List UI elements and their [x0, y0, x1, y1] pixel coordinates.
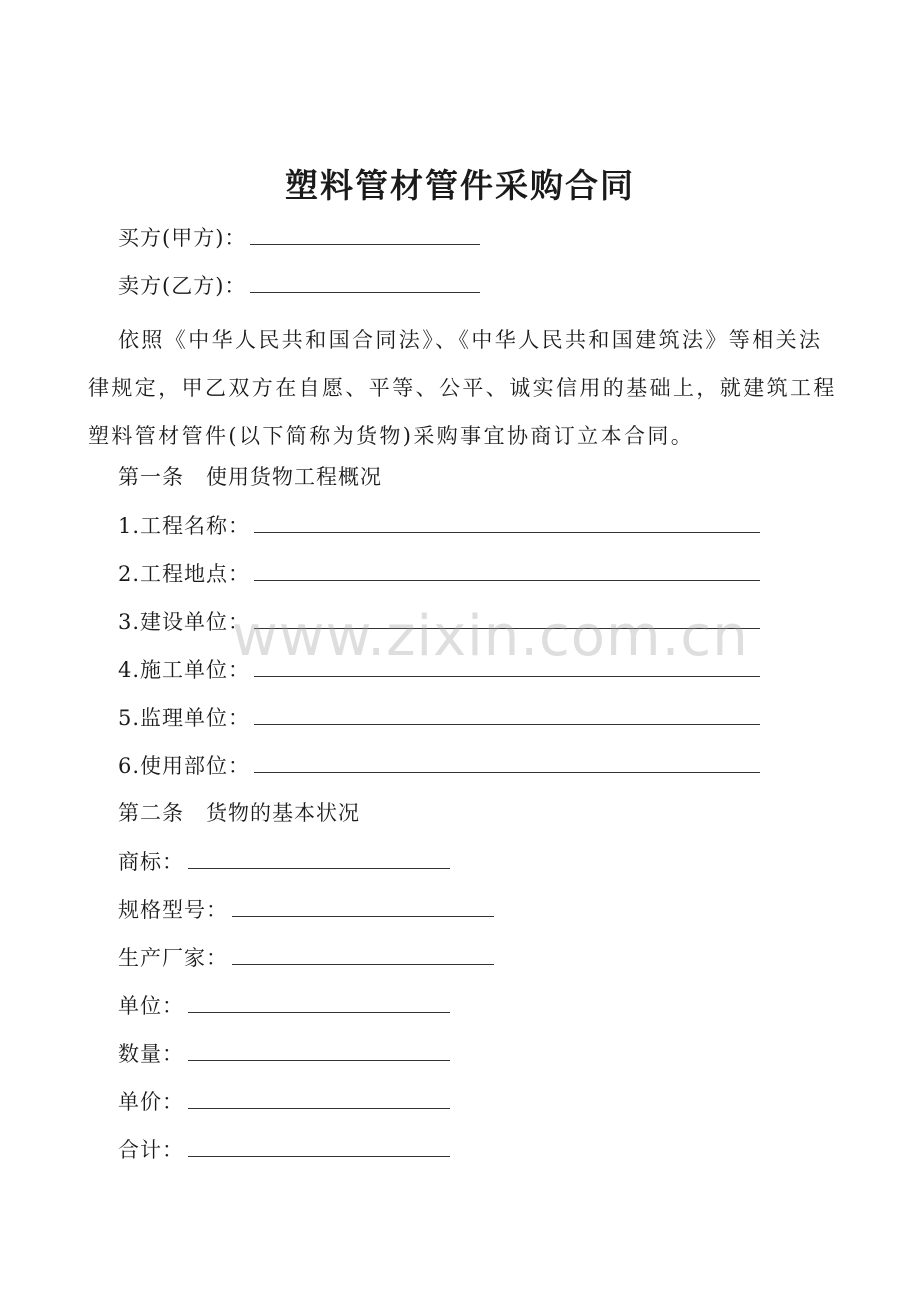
- usage-part-blank: [254, 750, 760, 773]
- spec-model-label: 规格型号：: [118, 898, 228, 922]
- project-name-label: 1.工程名称：: [118, 514, 251, 538]
- article1-heading: 第一条 使用货物工程概况: [118, 465, 382, 489]
- construction-owner-blank: [254, 606, 760, 629]
- project-location-label: 2.工程地点：: [118, 562, 251, 586]
- manufacturer-blank: [232, 942, 494, 965]
- quantity-blank: [188, 1038, 450, 1061]
- project-location-blank: [254, 558, 760, 581]
- manufacturer-line: [118, 942, 494, 973]
- spec-model-line: [118, 894, 494, 925]
- trademark-label: 商标：: [118, 850, 184, 874]
- usage-part-line: [118, 750, 760, 781]
- unit-blank: [188, 990, 450, 1013]
- contractor-label: 4.施工单位：: [118, 658, 251, 682]
- unit-price-label: 单价：: [118, 1090, 184, 1114]
- spec-model-blank: [232, 894, 494, 917]
- buyer-label: 买方(甲方)：: [118, 226, 247, 250]
- seller-line: [118, 270, 480, 301]
- manufacturer-label: 生产厂家：: [118, 946, 228, 970]
- seller-blank: [250, 270, 480, 293]
- contractor-blank: [254, 654, 760, 677]
- unit-price-blank: [188, 1086, 450, 1109]
- total-blank: [188, 1134, 450, 1157]
- intro-paragraph: 依照《中华人民共和国合同法》、《中华人民共和国建筑法》等相关法律规定，甲乙双方在自愿、平等、公平、诚实信用的基础上，就建筑工程塑料管材管件(以下简称为货物)采购事宜协商订立本合同。: [88, 328, 837, 448]
- quantity-line: [118, 1038, 450, 1069]
- total-label: 合计：: [118, 1138, 184, 1162]
- construction-owner-label: 3.建设单位：: [118, 610, 251, 634]
- supervisor-label: 5.监理单位：: [118, 706, 251, 730]
- unit-line: [118, 990, 450, 1021]
- project-name-line: [118, 510, 760, 541]
- supervisor-blank: [254, 702, 760, 725]
- buyer-line: [118, 222, 480, 253]
- unit-label: 单位：: [118, 994, 184, 1018]
- contractor-line: [118, 654, 760, 685]
- trademark-line: [118, 846, 450, 877]
- usage-part-label: 6.使用部位：: [118, 754, 251, 778]
- trademark-blank: [188, 846, 450, 869]
- supervisor-line: [118, 702, 760, 733]
- watermark: www.zixin.com.cn: [232, 604, 749, 669]
- quantity-label: 数量：: [118, 1042, 184, 1066]
- project-name-blank: [254, 510, 760, 533]
- project-location-line: [118, 558, 760, 589]
- article2-heading: 第二条 货物的基本状况: [118, 801, 360, 825]
- seller-label: 卖方(乙方)：: [118, 274, 247, 298]
- buyer-blank: [250, 222, 480, 245]
- unit-price-line: [118, 1086, 450, 1117]
- construction-owner-line: [118, 606, 760, 637]
- document-title: 塑料管材管件采购合同: [285, 166, 635, 205]
- total-line: [118, 1134, 450, 1165]
